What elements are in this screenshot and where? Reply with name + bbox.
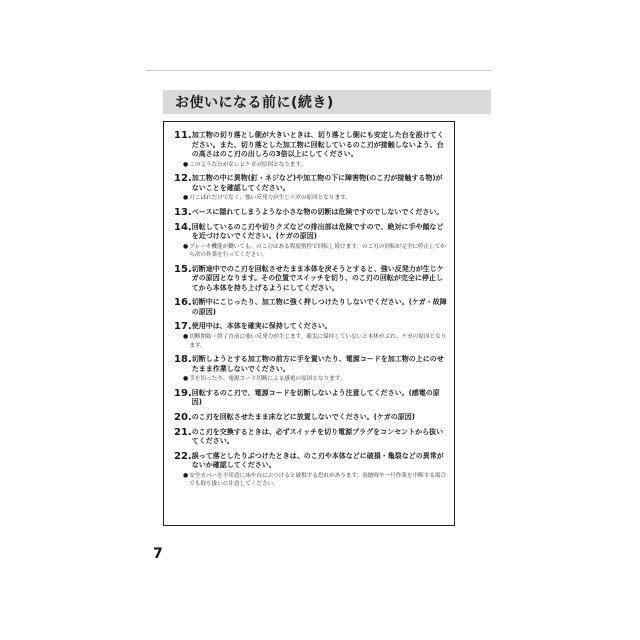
instruction-note	[183, 333, 448, 350]
instruction-number: 22.	[174, 450, 192, 462]
instruction-number: 20.	[174, 411, 192, 423]
instruction-text: 加工物の切り落とし側が大きいときは、切り落とし側にも安定した台を設けてください。また、切り落とした加工物に回転しているのこ刃が接触しないよう、台の高さはのこ刃の出しろの3倍以上にしてください。	[191, 131, 444, 158]
section-header	[163, 90, 491, 114]
instruction-line	[174, 451, 448, 471]
bullet-icon: ●	[183, 333, 189, 340]
instruction-text: のこ刃を回転させたまま床などに放置しないでください。(ケガの原因)	[191, 412, 415, 421]
instruction-note	[183, 375, 448, 384]
instruction-list	[174, 130, 448, 489]
instruction-number: 13.	[174, 206, 192, 218]
instruction-number: 21.	[174, 426, 192, 438]
instruction-line	[174, 427, 448, 447]
instruction-number: 15.	[174, 263, 192, 275]
instruction-line	[174, 321, 448, 332]
instruction-note-text: 安全カバーを不用意に床や台にぶつけると破損する恐れがあります。収納時や一旦作業を中断する場合でも取り扱いに注意してください。	[189, 472, 447, 487]
instruction-number: 12.	[174, 173, 192, 184]
instruction-text: 回転しているのこ刃や切りクズなどの排出部は危険ですので、絶対に手や顔などを近づけないでください。(ケガの原因)	[191, 222, 444, 240]
instruction-line	[174, 388, 448, 408]
instruction-note-text: このような台がないとケガの原因となります。	[189, 161, 307, 168]
instruction-line	[174, 130, 448, 160]
instruction-line	[174, 173, 448, 193]
instruction-note	[183, 161, 448, 170]
instruction-text: 切断途中でのこ刃を回転させたまま本体を戻そうとすると、強い反発力が生じケガの原因となります。その位置でスイッチを切り、のこ刃の回転が完全に停止してから本体を持ち上げるようにしてください。	[191, 264, 444, 292]
bullet-icon: ●	[183, 375, 189, 382]
instruction-note-text: 切断開始・終了直前に強い反発力が生じます。確実に保持していないと本体がぶれ、ケガの原因となります。	[189, 334, 447, 349]
safety-instructions-box	[163, 121, 455, 526]
instruction-note	[183, 472, 448, 489]
instruction-text: のこ刃を交換するときは、必ずスイッチを切り電源プラグをコンセントから抜いてください。	[191, 427, 444, 445]
instruction-number: 19.	[174, 387, 192, 399]
instruction-note-text: ブレーキ機能が働いても、のこ刃はある程度惰性で回転し続けます。のこ刃の回転が完全に停止してから次の作業を行ってください。	[189, 243, 446, 258]
instruction-item	[174, 427, 448, 447]
bullet-icon: ●	[183, 471, 189, 479]
page-number: 7	[153, 546, 163, 562]
instruction-item	[174, 173, 448, 203]
instruction-line	[174, 354, 448, 374]
instruction-line	[174, 412, 448, 423]
instruction-text: 切断しようとする加工物の前方に手を置いたり、電源コードを加工物の上にのせたまま作業しないでください。	[191, 355, 444, 373]
instruction-line	[174, 222, 448, 242]
instruction-item	[174, 412, 448, 423]
instruction-text: 加工物の中に異物(釘・ネジなど)や加工物の下に障害物(のこ刃が接触する物)がないことを確認してください。	[191, 174, 443, 192]
bullet-icon: ●	[183, 194, 189, 201]
instruction-number: 17.	[174, 321, 192, 332]
instruction-item	[174, 451, 448, 489]
instruction-note	[183, 243, 448, 260]
instruction-text: 回転するのこ刃で、電源コードを切断しないよう注意してください。(感電の原因)	[191, 388, 440, 406]
bullet-icon: ●	[183, 242, 189, 250]
instruction-item	[174, 354, 448, 384]
bullet-icon: ●	[183, 160, 189, 168]
instruction-item	[174, 222, 448, 260]
instruction-number: 16.	[174, 297, 192, 308]
instruction-text: 切断中にこじったり、加工物に強く押しつけたりしないでください。(ケガ・故障の原因)	[191, 298, 447, 316]
instruction-note-text: 刃こぼれだけでなく、強い反発力が生じケガの原因となります。	[189, 195, 351, 201]
page-title: お使いになる前に(続き)	[175, 95, 334, 111]
instruction-item	[174, 321, 448, 350]
instruction-item	[174, 130, 448, 169]
instruction-text: 使用中は、本体を確実に保持してください。	[191, 322, 332, 330]
instruction-item	[174, 207, 448, 218]
instruction-text: 誤って落としたりぶつけたときは、のこ刃や本体などに破損・亀裂などの異常がないか確認してください。	[191, 451, 444, 469]
instruction-note	[183, 194, 448, 203]
instruction-text: ベースに隠れてしまうような小さな物の切断は危険ですのでしないでください。	[191, 207, 444, 216]
instruction-number: 18.	[174, 354, 192, 365]
instruction-number: 11.	[174, 130, 192, 141]
instruction-note-text: 手を切ったり、電源コード切断による感電の原因となります。	[189, 376, 346, 382]
instruction-item	[174, 264, 448, 294]
instruction-item	[174, 388, 448, 408]
instruction-line	[174, 297, 448, 317]
instruction-line	[174, 264, 448, 294]
instruction-number: 14.	[174, 221, 192, 233]
instruction-line	[174, 207, 448, 218]
top-divider	[146, 70, 492, 71]
instruction-item	[174, 297, 448, 317]
